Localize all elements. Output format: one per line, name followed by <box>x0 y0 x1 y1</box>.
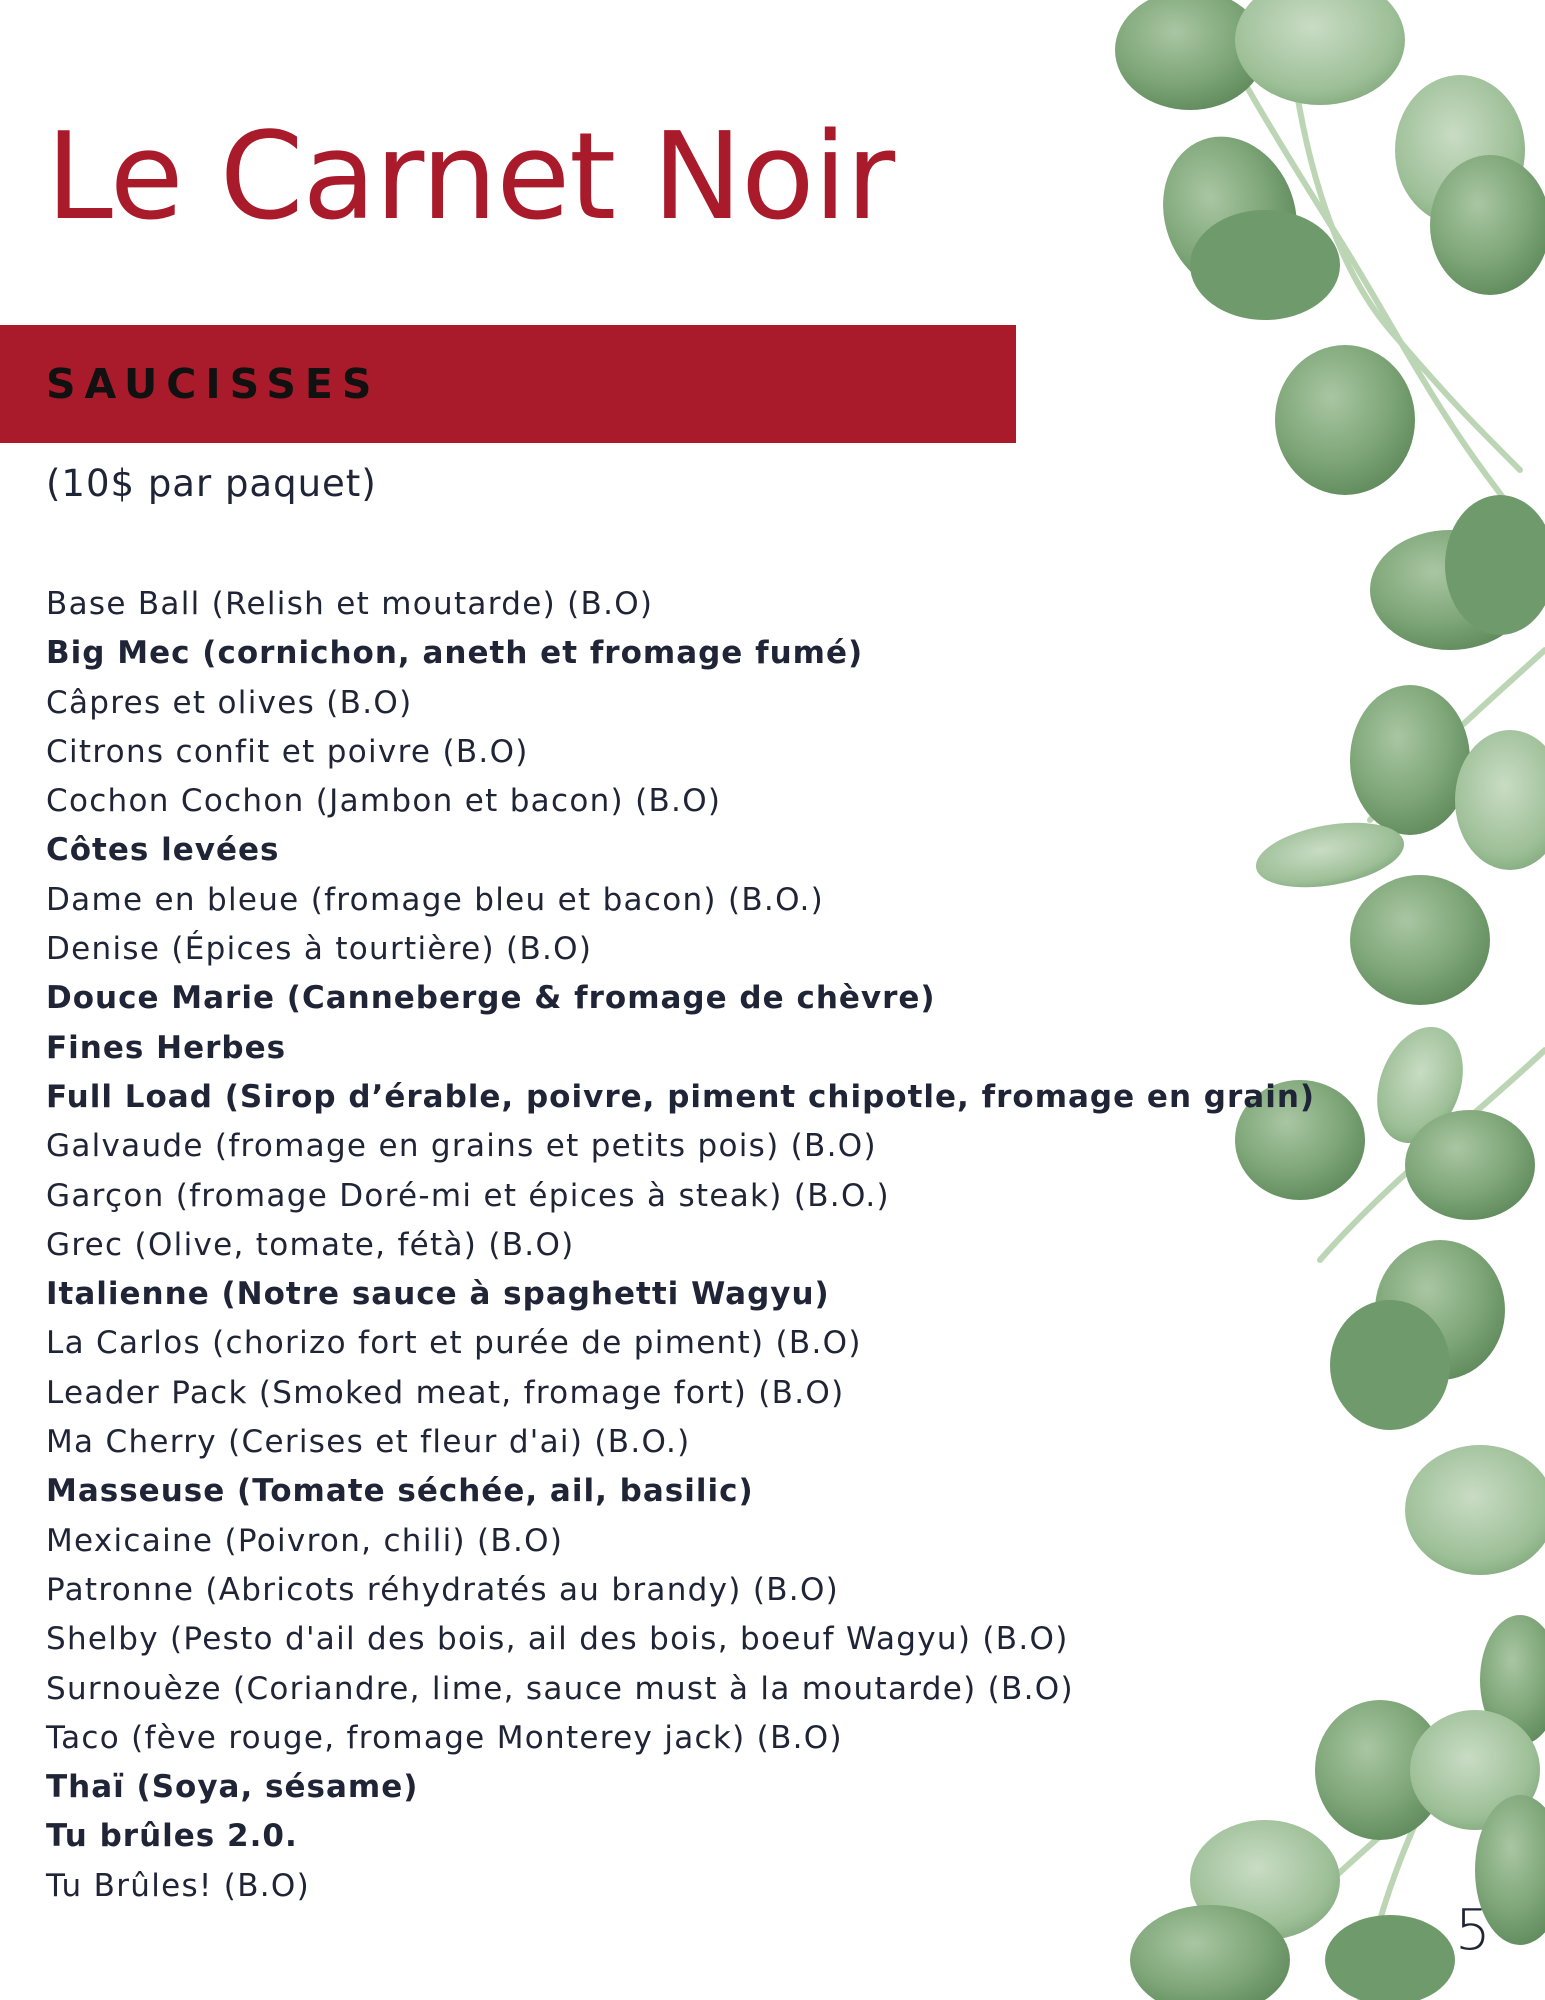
list-item: Taco (fève rouge, fromage Monterey jack) (B.O) <box>46 1719 843 1756</box>
leaf-group-top <box>1115 0 1545 650</box>
list-item: La Carlos (chorizo fort et purée de piment) (B.O) <box>46 1325 862 1362</box>
list-item: Câpres et olives (B.O) <box>46 684 413 721</box>
list-item: Fines Herbes <box>46 1029 287 1066</box>
list-item: Leader Pack (Smoked meat, fromage fort) (B.O) <box>46 1374 845 1411</box>
list-item: Galvaude (fromage en grains et petits pois) (B.O) <box>46 1128 877 1165</box>
list-item: Douce Marie (Canneberge & fromage de chèvre) <box>46 980 936 1017</box>
list-item: Big Mec (cornichon, aneth et fromage fumé) <box>46 635 864 672</box>
section-banner <box>0 325 1016 443</box>
price-note: (10$ par paquet) <box>46 462 377 505</box>
list-item: Cochon Cochon (Jambon et bacon) (B.O) <box>46 783 722 820</box>
list-item: Italienne (Notre sauce à spaghetti Wagyu) <box>46 1276 830 1313</box>
list-item: Thaï (Soya, sésame) <box>46 1769 419 1806</box>
list-item: Citrons confit et poivre (B.O) <box>46 733 529 770</box>
list-item: Denise (Épices à tourtière) (B.O) <box>46 931 593 968</box>
list-item: Mexicaine (Poivron, chili) (B.O) <box>46 1522 564 1559</box>
section-title: SAUCISSES <box>46 360 381 408</box>
list-item: Côtes levées <box>46 832 280 869</box>
list-item: Garçon (fromage Doré-mi et épices à steak) (B.O.) <box>46 1177 890 1214</box>
list-item: Ma Cherry (Cerises et fleur d'ai) (B.O.) <box>46 1424 691 1461</box>
list-item: Tu brûles 2.0. <box>46 1818 298 1855</box>
list-item: Tu Brûles! (B.O) <box>46 1867 311 1904</box>
page-title: Le Carnet Noir <box>46 108 895 247</box>
list-item: Full Load (Sirop d’érable, poivre, piment chipotle, fromage en grain) <box>46 1078 1316 1115</box>
page-number: 5 <box>1455 1898 1491 1963</box>
list-item: Surnouèze (Coriandre, lime, sauce must à la moutarde) (B.O) <box>46 1670 1074 1707</box>
list-item: Shelby (Pesto d'ail des bois, ail des bois, boeuf Wagyu) (B.O) <box>46 1621 1069 1658</box>
list-item: Dame en bleue (fromage bleu et bacon) (B.O.) <box>46 881 825 918</box>
list-item: Grec (Olive, tomate, fétà) (B.O) <box>46 1226 575 1263</box>
list-item: Base Ball (Relish et moutarde) (B.O) <box>46 586 654 622</box>
list-item: Masseuse (Tomate séchée, ail, basilic) <box>46 1473 754 1510</box>
list-item: Patronne (Abricots réhydratés au brandy) (B.O) <box>46 1571 840 1608</box>
sausage-list <box>46 580 1315 1911</box>
